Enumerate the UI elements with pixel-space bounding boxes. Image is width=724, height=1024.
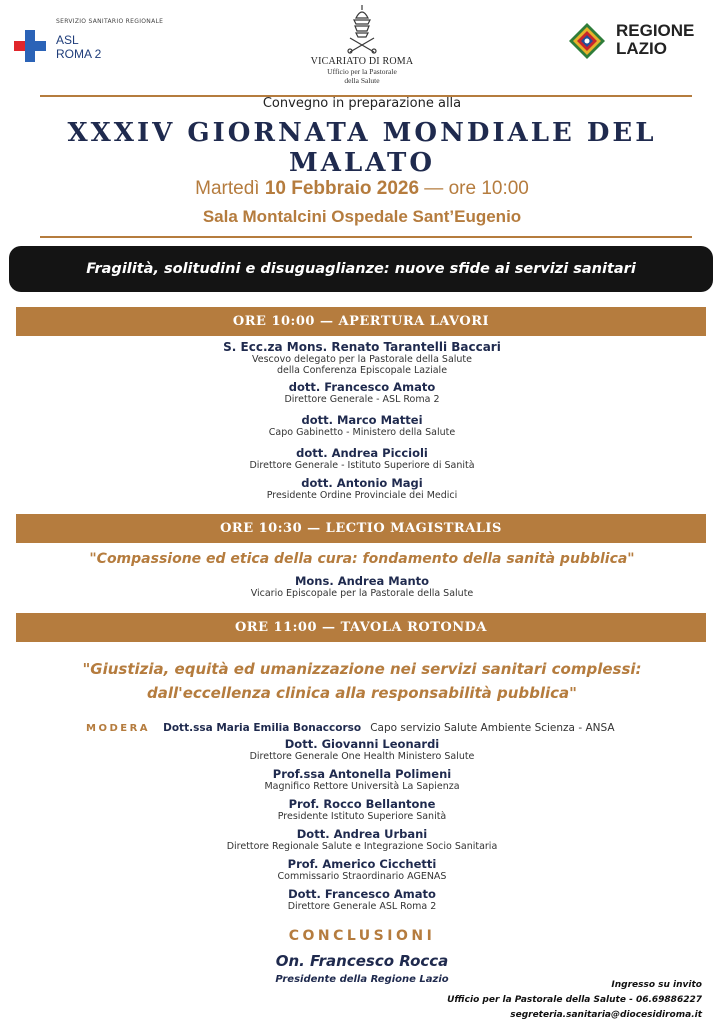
moderator-line	[86, 716, 615, 735]
header	[0, 0, 724, 96]
vicariato-logo	[292, 4, 432, 85]
speaker-name: dott. Andrea Piccioli	[296, 446, 428, 460]
speaker-role: Direttore Generale - Istituto Superiore di Sanità	[249, 460, 475, 471]
speaker-role: Direttore Generale One Health Ministero Salute	[249, 751, 475, 762]
vicariato-office: Ufficio per la Pastorale	[327, 67, 397, 76]
moderator-label: MODERA	[86, 723, 151, 734]
vicariato-title: VICARIATO DI ROMA	[310, 56, 414, 67]
lectio-quote: "Compassione ed etica della cura: fondamento della sanità pubblica"	[89, 551, 635, 567]
speaker-block	[0, 574, 724, 599]
speaker-name: S. Ecc.za Mons. Renato Tarantelli Baccari	[223, 340, 501, 354]
event-title: XXXIV GIORNATA MONDIALE DEL MALATO	[67, 118, 657, 178]
session-header-tavola: ORE 11:00 — TAVOLA ROTONDA	[16, 613, 706, 642]
speaker-name: Dott. Giovanni Leonardi	[284, 737, 440, 751]
vicariato-office-sub: della Salute	[344, 76, 380, 85]
speaker-role: Vicario Episcopale per la Pastorale della Salute	[250, 588, 474, 599]
speaker-role: Presidente Istituto Superiore Sanità	[277, 811, 447, 822]
vatican-emblem-icon	[344, 4, 380, 54]
speaker-block	[0, 797, 724, 822]
event-venue: Sala Montalcini Ospedale Sant’Eugenio	[202, 207, 522, 226]
moderator-name: Dott.ssa Maria Emilia Bonaccorso	[163, 722, 362, 734]
speaker-role: Direttore Regionale Salute e Integrazione Socio Sanitaria	[226, 841, 498, 852]
event-date: Martedì 10 Febbraio 2026 — ore 10:00	[195, 178, 529, 199]
speaker-role: Direttore Generale - ASL Roma 2	[284, 394, 440, 405]
speaker-block	[0, 737, 724, 762]
contact-info	[447, 978, 702, 1023]
speaker-name: dott. Francesco Amato	[288, 380, 436, 394]
regione-lazio-logo	[568, 21, 695, 64]
conclusions-speaker-name: On. Francesco Rocca	[275, 952, 449, 970]
speaker-name: Prof. Americo Cicchetti	[287, 857, 437, 871]
asl-name: ASL ROMA 2	[56, 33, 102, 61]
speaker-name: Dott. Francesco Amato	[288, 887, 436, 901]
speaker-block	[0, 413, 724, 438]
speaker-role: Magnifico Rettore Università La Sapienza	[264, 781, 460, 792]
theme-banner: Fragilità, solitudini e disuguaglianze: nuove sfide ai servizi sanitari	[9, 246, 713, 292]
speaker-block	[0, 857, 724, 882]
tavola-quote-line1: "Giustizia, equità ed umanizzazione nei servizi sanitari complessi:	[82, 660, 642, 678]
contact-email[interactable]: segreteria.sanitaria@diocesidiroma.it	[510, 1010, 702, 1020]
invite-note: Ingresso su invito	[611, 980, 702, 990]
title-divider	[40, 236, 692, 238]
speaker-name: Prof. Rocco Bellantone	[288, 797, 436, 811]
office-phone: Ufficio per la Pastorale della Salute - 06.69886227	[447, 995, 702, 1005]
session-header-lectio: ORE 10:30 — LECTIO MAGISTRALIS	[16, 514, 706, 543]
regione-lazio-name: REGIONE LAZIO	[616, 21, 695, 58]
conclusions-speaker-role: Presidente della Regione Lazio	[275, 974, 449, 985]
speaker-block	[0, 380, 724, 405]
speaker-name: dott. Antonio Magi	[301, 476, 423, 490]
speaker-role: Vescovo delegato per la Pastorale della Salute	[251, 354, 472, 365]
speaker-block	[0, 476, 724, 501]
asl-cross-icon	[14, 30, 46, 62]
speaker-name: Dott. Andrea Urbani	[296, 827, 428, 841]
speaker-block	[0, 446, 724, 471]
speaker-role: Presidente Ordine Provinciale dei Medici	[266, 490, 458, 501]
speaker-role: Capo Gabinetto - Ministero della Salute	[268, 427, 456, 438]
speaker-role: della Conferenza Episcopale Laziale	[276, 365, 448, 376]
speaker-block	[0, 767, 724, 792]
regione-lazio-emblem-icon	[568, 22, 606, 60]
speaker-block	[0, 340, 724, 376]
speaker-name: dott. Marco Mattei	[301, 413, 423, 427]
speaker-name: Prof.ssa Antonella Polimeni	[272, 767, 452, 781]
moderator-role: Capo servizio Salute Ambiente Scienza - ANSA	[370, 722, 615, 734]
speaker-role: Commissario Straordinario AGENAS	[277, 871, 447, 882]
session-header-apertura: ORE 10:00 — APERTURA LAVORI	[16, 307, 706, 336]
speaker-role: Direttore Generale ASL Roma 2	[287, 901, 437, 912]
conclusions-label: CONCLUSIONI	[288, 928, 436, 944]
speaker-block	[0, 827, 724, 852]
speaker-block	[0, 887, 724, 912]
asl-service-label: SERVIZIO SANITARIO REGIONALE	[56, 18, 164, 25]
speaker-name: Mons. Andrea Manto	[294, 574, 430, 588]
event-intro: Convegno in preparazione alla	[262, 96, 462, 111]
tavola-quote-line2: dall'eccellenza clinica alla responsabilità pubblica"	[146, 684, 577, 702]
